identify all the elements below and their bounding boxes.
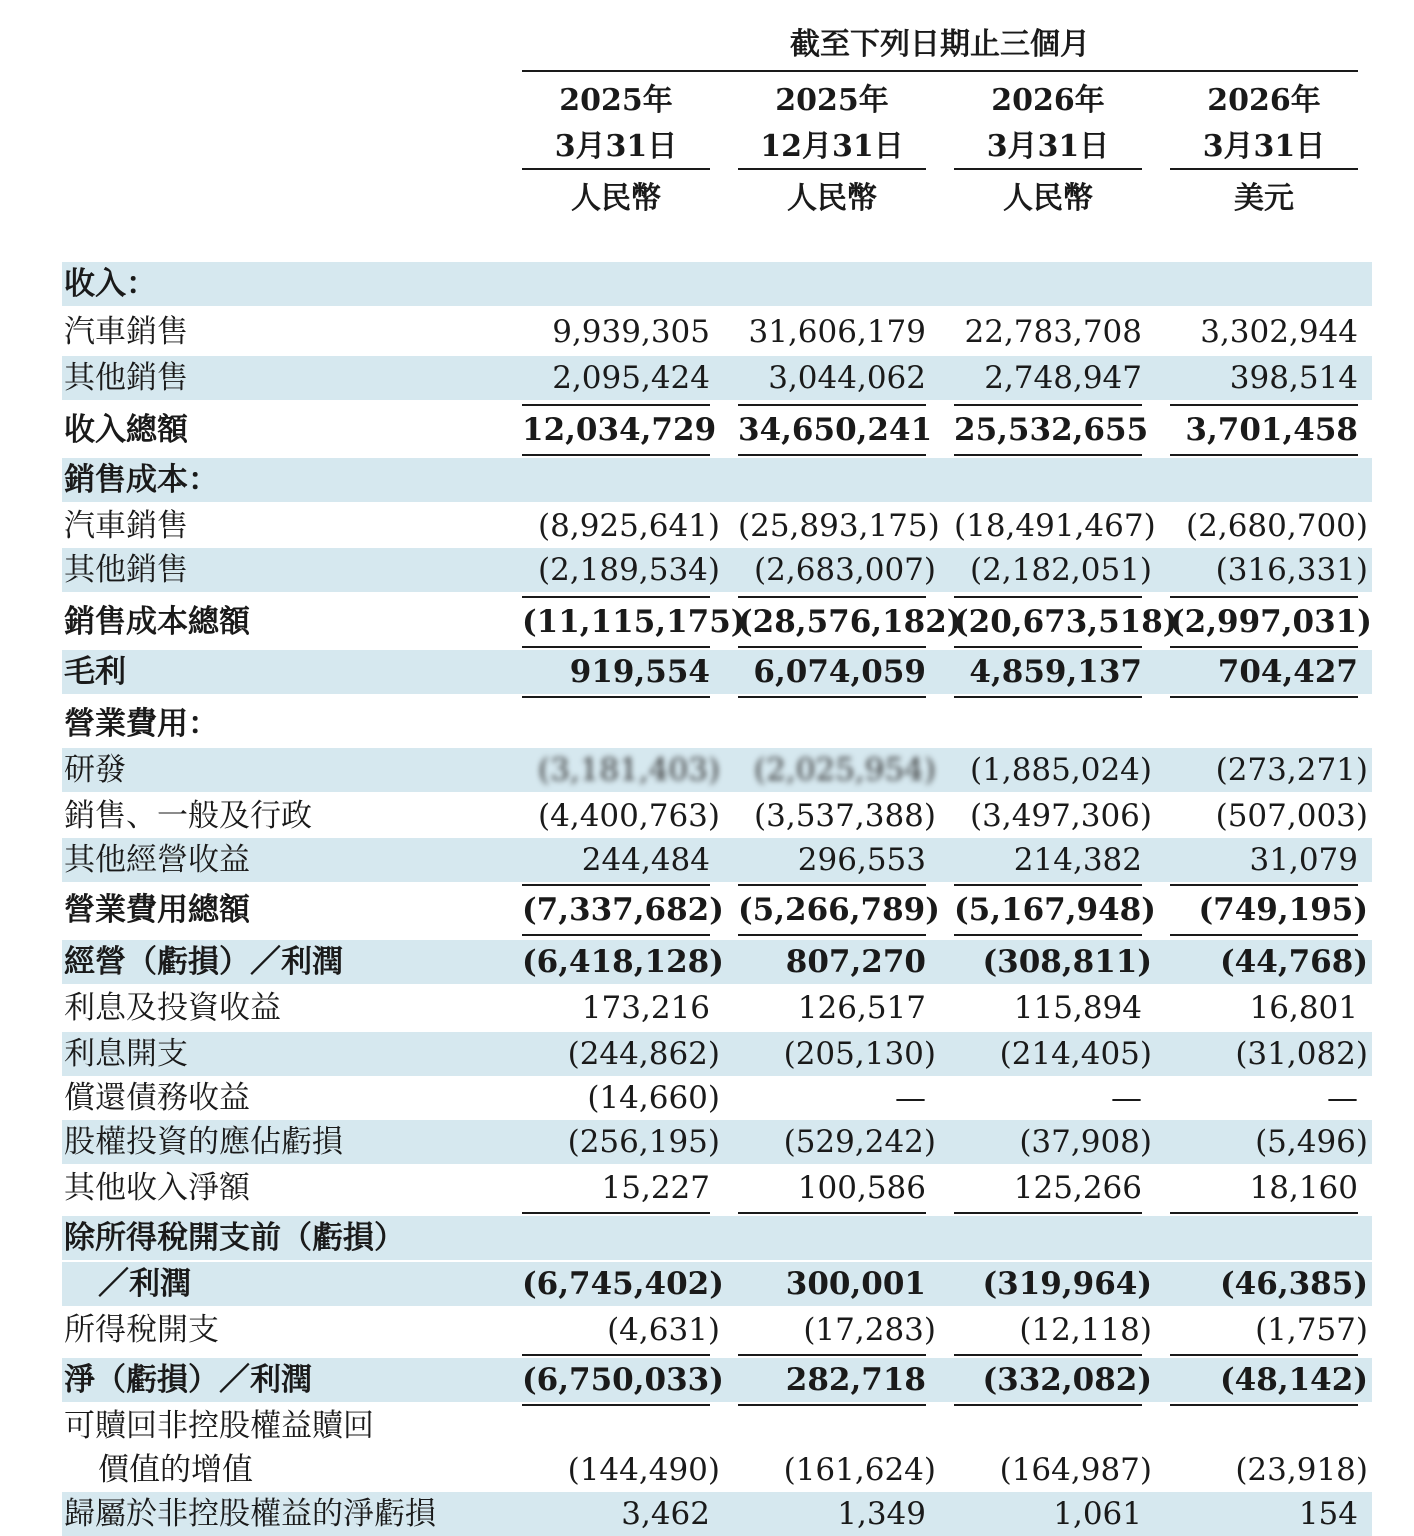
row-value: 125,266	[1013, 1170, 1142, 1206]
subtotal-rule	[522, 934, 710, 936]
subtotal-rule	[522, 696, 710, 698]
row-value: 282,718	[785, 1362, 926, 1398]
row-value: (205,130)	[783, 1036, 936, 1072]
row-value	[738, 1216, 926, 1260]
row-value: (529,242)	[783, 1124, 936, 1160]
row-value: 704,427	[1217, 654, 1358, 690]
table-row	[0, 1448, 1414, 1492]
column-date-rule	[954, 168, 1142, 170]
row-value: (7,337,682)	[522, 892, 724, 928]
table-row	[0, 702, 1414, 746]
subtotal-rule	[738, 1354, 926, 1356]
subtotal-rule	[738, 1212, 926, 1214]
row-label: 利息開支	[64, 1036, 188, 1072]
row-value: 100,586	[797, 1170, 926, 1206]
table-row	[0, 262, 1414, 306]
table-row	[0, 650, 1414, 694]
row-label: 償還債務收益	[64, 1080, 250, 1116]
row-value: (6,418,128)	[522, 944, 724, 980]
subtotal-rule	[522, 1212, 710, 1214]
row-value: (244,862)	[567, 1036, 720, 1072]
row-label: 營業費用總額	[64, 892, 250, 928]
row-value: (31,082)	[1235, 1036, 1368, 1072]
subtotal-rule	[954, 1212, 1142, 1214]
table-row	[0, 888, 1414, 932]
subtotal-rule	[954, 1354, 1142, 1356]
table-row	[0, 1032, 1414, 1076]
column-currency: 人民幣	[787, 181, 877, 216]
row-value: (11,115,175)	[522, 604, 746, 640]
row-value: 2,748,947	[984, 360, 1142, 396]
row-value: (161,624)	[783, 1452, 936, 1488]
subtotal-rule	[738, 884, 926, 886]
row-label: 所得稅開支	[64, 1312, 219, 1348]
column-year: 2026年	[991, 83, 1105, 118]
row-value: (44,768)	[1220, 944, 1368, 980]
row-value	[1170, 262, 1358, 306]
row-label: 歸屬於非控股權益的淨虧損	[64, 1496, 436, 1532]
table-row	[0, 310, 1414, 354]
subtotal-rule	[1170, 934, 1358, 936]
row-value: (4,400,763)	[538, 798, 720, 834]
row-value: (1,885,024)	[970, 752, 1152, 788]
table-row	[0, 1120, 1414, 1164]
table-row	[0, 1358, 1414, 1402]
row-value: (1,757)	[1255, 1312, 1368, 1348]
row-label: ／利潤	[98, 1266, 191, 1302]
row-value: (8,925,641)	[538, 508, 720, 544]
table-row	[0, 504, 1414, 548]
row-value: (48,142)	[1220, 1362, 1368, 1398]
subtotal-rule	[954, 404, 1142, 406]
row-value: (37,908)	[1019, 1124, 1152, 1160]
row-value: —	[895, 1080, 926, 1116]
subtotal-rule	[522, 646, 710, 648]
table-row	[0, 458, 1414, 502]
row-value: (25,893,175)	[738, 508, 940, 544]
row-value: 22,783,708	[964, 314, 1142, 350]
table-row	[0, 1262, 1414, 1306]
row-value: 1,061	[1053, 1496, 1142, 1532]
subtotal-rule	[738, 934, 926, 936]
table-row	[0, 1166, 1414, 1210]
row-value	[738, 458, 926, 502]
row-value: 9,939,305	[552, 314, 710, 350]
row-value: 18,160	[1249, 1170, 1358, 1206]
row-label: 銷售、一般及行政	[64, 798, 312, 834]
row-value: 3,302,944	[1200, 314, 1358, 350]
row-value: (3,497,306)	[970, 798, 1152, 834]
row-value	[522, 1404, 710, 1448]
row-value: 31,079	[1249, 842, 1358, 878]
row-value: 34,650,241	[738, 412, 933, 448]
subtotal-rule	[1170, 696, 1358, 698]
row-label: 銷售成本：	[64, 462, 219, 498]
row-value: 115,894	[1013, 990, 1142, 1026]
row-value: (14,660)	[587, 1080, 720, 1116]
row-value: (273,271)	[1215, 752, 1368, 788]
row-value: 4,859,137	[969, 654, 1142, 690]
row-value: 214,382	[1013, 842, 1142, 878]
subtotal-rule	[522, 596, 710, 598]
period-title-rule	[522, 70, 1358, 72]
row-value: 15,227	[601, 1170, 710, 1206]
row-value: (2,680,700)	[1186, 508, 1368, 544]
row-value: (164,987)	[999, 1452, 1152, 1488]
column-currency: 人民幣	[571, 181, 661, 216]
row-value: (23,918)	[1235, 1452, 1368, 1488]
table-row	[0, 1404, 1414, 1448]
row-value	[954, 262, 1142, 306]
row-value: (17,283)	[803, 1312, 936, 1348]
row-value: 126,517	[797, 990, 926, 1026]
row-value: (4,631)	[607, 1312, 720, 1348]
row-value: (5,496)	[1255, 1124, 1368, 1160]
row-value	[738, 702, 926, 746]
row-value: (749,195)	[1198, 892, 1368, 928]
column-year: 2025年	[775, 83, 889, 118]
row-value: 6,074,059	[753, 654, 926, 690]
row-label: 汽車銷售	[64, 508, 188, 544]
row-value	[954, 702, 1142, 746]
row-value: 3,462	[621, 1496, 710, 1532]
row-label: 收入：	[64, 266, 157, 302]
row-value: (2,997,031)	[1170, 604, 1372, 640]
table-row	[0, 408, 1414, 452]
row-value: 300,001	[785, 1266, 926, 1302]
subtotal-rule	[1170, 1212, 1358, 1214]
column-date-rule	[738, 168, 926, 170]
subtotal-rule	[954, 696, 1142, 698]
row-label: 其他銷售	[64, 360, 188, 396]
column-currency: 美元	[1234, 181, 1294, 216]
column-date-rule	[522, 168, 710, 170]
row-value	[954, 458, 1142, 502]
subtotal-rule	[522, 404, 710, 406]
table-row	[0, 748, 1414, 792]
row-value	[954, 1216, 1142, 1260]
table-row	[0, 794, 1414, 838]
row-label: 淨（虧損）／利潤	[64, 1362, 312, 1398]
row-value: 807,270	[785, 944, 926, 980]
row-value: (2,683,007)	[754, 552, 936, 588]
row-value: (2,025,954)	[754, 752, 936, 788]
row-value: (507,003)	[1215, 798, 1368, 834]
row-value: 154	[1298, 1496, 1358, 1532]
row-label: 可贖回非控股權益贖回	[64, 1408, 374, 1444]
subtotal-rule	[738, 404, 926, 406]
row-value	[738, 1404, 926, 1448]
row-value: (18,491,467)	[954, 508, 1156, 544]
subtotal-rule	[954, 884, 1142, 886]
row-label: 利息及投資收益	[64, 990, 281, 1026]
row-value: (12,118)	[1019, 1312, 1152, 1348]
subtotal-rule	[954, 934, 1142, 936]
subtotal-rule	[954, 596, 1142, 598]
row-value: (214,405)	[999, 1036, 1152, 1072]
column-year: 2025年	[559, 83, 673, 118]
row-value	[1170, 702, 1358, 746]
row-label: 價值的增值	[98, 1452, 253, 1488]
subtotal-rule	[1170, 404, 1358, 406]
column-year: 2026年	[1207, 83, 1321, 118]
row-value: (6,750,033)	[522, 1362, 724, 1398]
row-label: 經營（虧損）／利潤	[64, 944, 343, 980]
row-label: 毛利	[64, 654, 126, 690]
row-value: —	[1327, 1080, 1358, 1116]
row-value	[1170, 1404, 1358, 1448]
subtotal-rule	[738, 454, 926, 456]
subtotal-rule	[522, 454, 710, 456]
row-label: 營業費用：	[64, 706, 219, 742]
row-label: 其他銷售	[64, 552, 188, 588]
row-value: (5,266,789)	[738, 892, 940, 928]
row-value: (3,181,403)	[538, 752, 720, 788]
column-date: 3月31日	[554, 129, 678, 164]
subtotal-rule	[1170, 884, 1358, 886]
table-row	[0, 986, 1414, 1030]
row-value: 173,216	[581, 990, 710, 1026]
row-value: 1,349	[837, 1496, 926, 1532]
subtotal-rule	[1170, 596, 1358, 598]
row-value: (5,167,948)	[954, 892, 1156, 928]
column-date: 3月31日	[986, 129, 1110, 164]
table-row	[0, 548, 1414, 592]
subtotal-rule	[1170, 646, 1358, 648]
table-row	[0, 600, 1414, 644]
row-value: (46,385)	[1220, 1266, 1368, 1302]
row-value: (20,673,518)	[954, 604, 1178, 640]
table-row	[0, 940, 1414, 984]
table-row	[0, 838, 1414, 882]
row-value: 16,801	[1249, 990, 1358, 1026]
row-value: 12,034,729	[522, 412, 717, 448]
table-row	[0, 356, 1414, 400]
row-value: (144,490)	[567, 1452, 720, 1488]
row-value: (2,182,051)	[970, 552, 1152, 588]
row-value: (28,576,182)	[738, 604, 962, 640]
column-date: 3月31日	[1202, 129, 1326, 164]
row-value: 919,554	[569, 654, 710, 690]
row-value: (256,195)	[567, 1124, 720, 1160]
subtotal-rule	[738, 596, 926, 598]
period-title: 截至下列日期止三個月	[790, 27, 1090, 62]
row-value: (319,964)	[982, 1266, 1152, 1302]
subtotal-rule	[738, 696, 926, 698]
row-value: 25,532,655	[954, 412, 1149, 448]
row-value: (2,189,534)	[538, 552, 720, 588]
subtotal-rule	[954, 454, 1142, 456]
row-value: (316,331)	[1215, 552, 1368, 588]
row-label: 汽車銷售	[64, 314, 188, 350]
row-value: (6,745,402)	[522, 1266, 724, 1302]
row-value: (332,082)	[982, 1362, 1152, 1398]
row-value	[1170, 458, 1358, 502]
subtotal-rule	[954, 646, 1142, 648]
row-value: 3,044,062	[768, 360, 926, 396]
column-date-rule	[1170, 168, 1358, 170]
row-value	[1170, 1216, 1358, 1260]
row-value	[738, 262, 926, 306]
subtotal-rule	[522, 1354, 710, 1356]
table-row	[0, 1308, 1414, 1352]
row-value	[522, 458, 710, 502]
table-row	[0, 1076, 1414, 1120]
row-value	[522, 702, 710, 746]
row-value: 2,095,424	[552, 360, 710, 396]
subtotal-rule	[738, 646, 926, 648]
row-value	[522, 262, 710, 306]
row-label: 其他收入淨額	[64, 1170, 250, 1206]
row-value	[522, 1216, 710, 1260]
subtotal-rule	[522, 884, 710, 886]
subtotal-rule	[1170, 1354, 1358, 1356]
row-value: (3,537,388)	[754, 798, 936, 834]
row-value: —	[1111, 1080, 1142, 1116]
table-row	[0, 1216, 1414, 1260]
row-value: 31,606,179	[748, 314, 926, 350]
row-value: 398,514	[1229, 360, 1358, 396]
row-value: 296,553	[797, 842, 926, 878]
row-value: 3,701,458	[1185, 412, 1358, 448]
row-label: 研發	[64, 752, 126, 788]
row-label: 股權投資的應佔虧損	[64, 1124, 343, 1160]
column-date: 12月31日	[760, 129, 904, 164]
table-row	[0, 1492, 1414, 1536]
row-value: (308,811)	[982, 944, 1152, 980]
row-value: 244,484	[581, 842, 710, 878]
row-label: 其他經營收益	[64, 842, 250, 878]
column-currency: 人民幣	[1003, 181, 1093, 216]
row-label: 收入總額	[64, 412, 188, 448]
row-label: 除所得稅開支前（虧損）	[64, 1220, 405, 1256]
row-value	[954, 1404, 1142, 1448]
subtotal-rule	[1170, 454, 1358, 456]
row-label: 銷售成本總額	[64, 604, 250, 640]
